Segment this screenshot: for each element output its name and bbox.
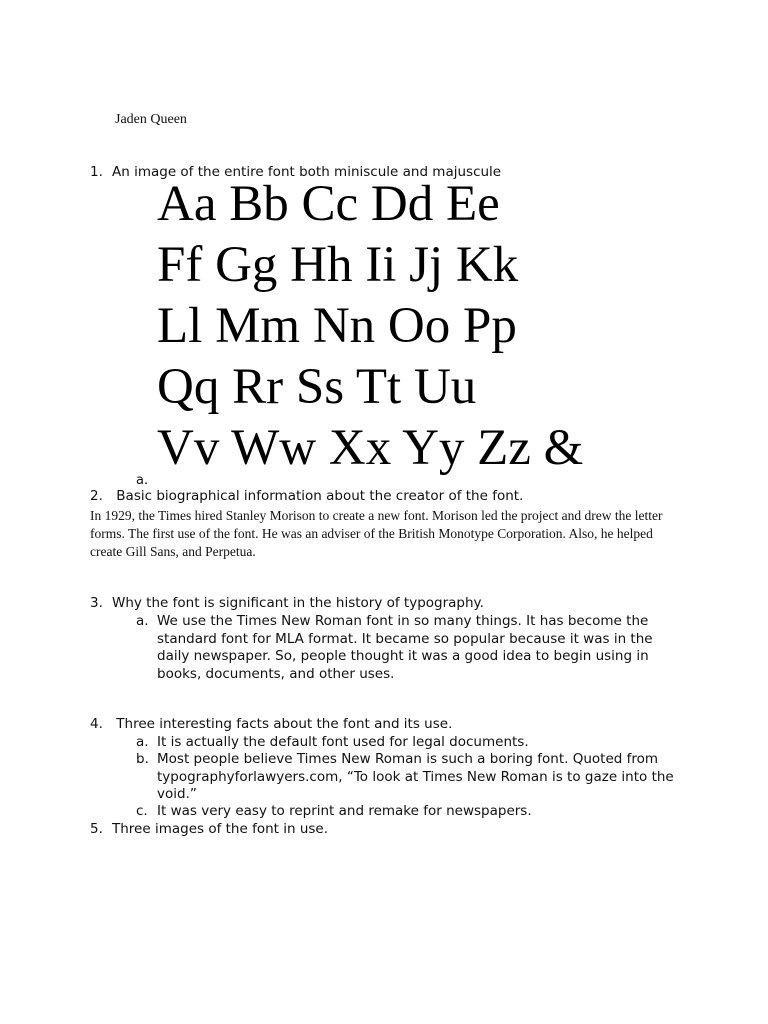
- question-2-text: Basic biographical information about the creator of the font.: [112, 488, 524, 504]
- question-2-number: 2.: [90, 488, 103, 504]
- font-alphabet-image: [157, 174, 584, 479]
- question-3-number: 3.: [90, 595, 103, 611]
- question-5-number: 5.: [90, 821, 103, 837]
- list-item-text: Most people believe Times New Roman is such a boring font. Quoted from typographyforlawyers.com, “To look at Times New Roman is to gaze into the void.”: [157, 751, 674, 802]
- alphabet-line: Ll Mm Nn Oo Pp: [157, 298, 517, 354]
- question-4-text: Three interesting facts about the font and its use.: [112, 716, 453, 732]
- question-1-number: 1.: [90, 164, 103, 180]
- list-item-letter: a.: [136, 734, 149, 750]
- list-item-letter: a.: [136, 613, 149, 629]
- alphabet-line: Ff Gg Hh Ii Jj Kk: [157, 237, 519, 293]
- question-1-text: An image of the entire font both miniscule and majuscule: [112, 164, 502, 180]
- question-2: [90, 488, 523, 504]
- alphabet-line: Vv Ww Xx Yy Zz &: [157, 420, 584, 476]
- biography-paragraph: In 1929, the Times hired Stanley Morison to create a new font. Morison led the project and drew the letter forms. The first use of the font. He was an adviser of the British Monotype Corporation. Also, he helped create Gill Sans, and Perpetua.: [90, 508, 663, 559]
- alphabet-line: Qq Rr Ss Tt Uu: [157, 359, 477, 415]
- question-5: [90, 821, 328, 837]
- image-item-marker: a.: [136, 473, 149, 488]
- question-3: [90, 595, 484, 611]
- list-item-text: It is actually the default font used for legal documents.: [157, 734, 529, 750]
- list-item-text: We use the Times New Roman font in so many things. It has become the standard font for MLA format. It became so popular because it was in the daily newspaper. So, people thought it was a good idea to begin using in books, documents, and other uses.: [157, 613, 653, 682]
- list-item-letter: c.: [136, 803, 148, 819]
- question-5-text: Three images of the font in use.: [112, 821, 329, 837]
- question-3-text: Why the font is significant in the history of typography.: [112, 595, 484, 611]
- question-4-number: 4.: [90, 716, 103, 732]
- author-name: Jaden Queen: [115, 112, 187, 127]
- alphabet-line: Aa Bb Cc Dd Ee: [157, 176, 500, 232]
- list-item-text: It was very easy to reprint and remake for newspapers.: [157, 803, 532, 819]
- list-item-letter: b.: [136, 751, 149, 767]
- question-4: [90, 716, 452, 732]
